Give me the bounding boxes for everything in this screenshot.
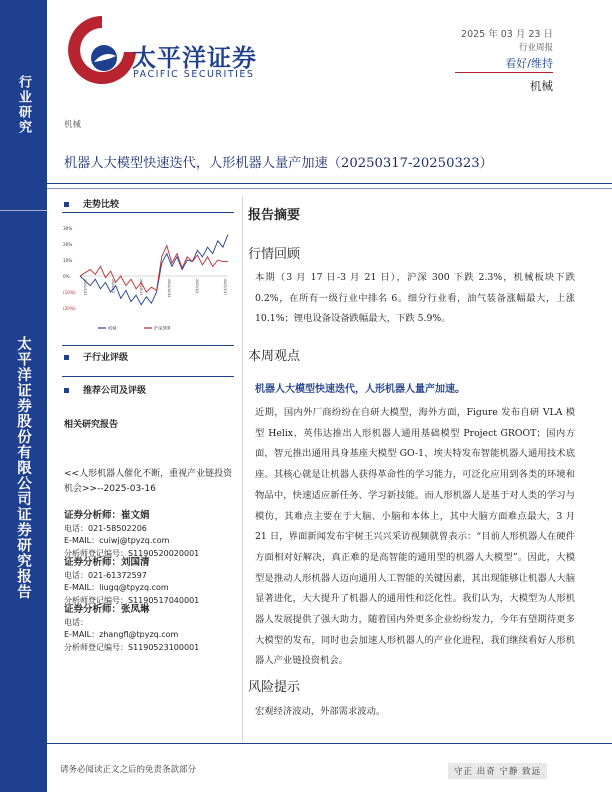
series-line [80,246,228,292]
left-sidebar [0,0,47,792]
risk-text: 宏观经济波动，外部需求波动。 [255,706,386,717]
title-rule-thin [47,188,612,189]
analyst-block: 证券分析师：崔文娟 电话：021-58502206 E-MAIL：cuiwj@tpyzq.com 分析师登记编号：S1190520020001 [64,510,200,558]
analyst-block: 证券分析师：张凤琳 电话： E-MAIL：zhangfl@tpyzq.com 分析师登记编号：S1190523100001 [64,604,200,652]
report-date: 2025 年 03 月 23 日 [461,29,553,40]
title-rule [47,183,612,184]
footer-motto: 守正 出奇 宁静 致远 [448,763,547,779]
header-divider [455,72,553,73]
brand-name-en: PACIFIC SECURITIES [133,69,255,80]
view-text: 近期，国内外厂商纷纷在自研大模型，海外方面，Figure 发布自研 VLA 模型 Helix、英伟达推出人形机器人通用基础模型 Project GROOT；国内方面，智元推出通用具身基座大模型 GO-1、埃夫特发布智能机器人通用技术底座。其核心就是让机器人获得革命性的学习能力，可泛化应用到各类的环境和物品中，快速适应新任务、学习新技能。而人形机器人是基于对人类的学习与模仿，其难点主要在于大脑、小脑和本体上，其中大脑方面难点最大，3 月 21 日，界面新闻发布宇树王兴兴采访视频就曾表示：“目前人形机器人在硬件方面相对好解决，真正难的是高智能的通用型的机器人大模型”。因此，大模型是推动人形机器人迈向通用人工智能的关键因素，其出现能够让机器人大脑显著进化，大大提升了机器人的通用性和泛化性。我们认为，大模型为人形机器人发展提供了强大助力，随着国内外更多企业纷纷发力，今年有望期待更多大模型的发布，同时也会加速人形机器人的产业化进程，我们继续看好人形机器人产业链投资机会。 [255,407,575,667]
x-tick-label: 2024/6/2 [111,279,115,294]
trend-section-title: 走势比较 [64,197,119,210]
section-rule [62,345,234,346]
pacific-logo-icon [64,12,140,88]
y-tick-label: (20%) [63,306,76,311]
brand-name-cn: 太平洋证券 [132,43,257,72]
sidebar-separator [0,210,47,211]
x-tick-label: 2024/10/24 [167,279,171,298]
x-tick-label: 2024/3/22 [83,279,87,296]
x-tick-label: 2025/3/17 [223,279,227,296]
report-title: 机器人大模型快速迭代，人形机器人量产加速（20250317-20250323） [64,156,493,171]
section-rule [62,212,234,213]
legend-label: 沪深300 [154,325,171,331]
related-report-link[interactable]: <<人形机器人催化不断，重视产业链投资机会>>--2025-03-16 [64,469,233,494]
view-title: 机器人大模型快速迭代，人形机器人量产加速。 [255,384,465,395]
risk-heading: 风险提示 [248,680,301,695]
review-text: 本期（3 月 17 日-3 月 21 日），沪深 300 下跌 2.3%，机械板块下跌 0.2%，在所有一级行业中排名 6。细分行业看，油气装备涨幅最大，上涨 10.1%；锂电设备设备跌幅最大，下跌 5.9%。 [255,272,575,325]
trend-chart [62,220,234,335]
y-tick-label: 30% [63,226,73,231]
rating: 看好/维持 [505,57,553,70]
column-divider [242,196,243,742]
summary-heading: 报告摘要 [248,208,301,223]
bullet-square-icon [64,202,69,207]
section-rule [62,376,234,377]
x-tick-label: 2024/8/13 [139,279,143,296]
sidebar-top-label: 行业研究 [16,75,31,135]
x-tick-label: 2025/1/4 [195,279,199,294]
sub-rating-title: 子行业评级 [64,350,128,363]
y-tick-label: 0% [63,274,70,279]
sidebar-bottom-label: 太平洋证券股份有限公司证券研究报告 [15,336,32,600]
bullet-square-icon [64,388,69,393]
footer-rule [47,743,612,744]
review-heading: 行情回顾 [248,247,301,262]
y-tick-label: (10%) [63,290,76,295]
y-tick-label: 10% [63,258,73,263]
footer-disclaimer: 请务必阅读正文之后的免责条款部分 [60,765,197,775]
bullet-square-icon [64,355,69,360]
y-tick-label: 20% [63,242,73,247]
industry-label: 机械 [530,79,553,93]
legend-label: 机械 [108,325,117,331]
report-type: 行业周报 [518,43,553,53]
view-heading: 本周观点 [248,349,301,364]
category-tag: 机械 [64,120,82,130]
related-title: 相关研究报告 [64,420,119,430]
analyst-block: 证券分析师：刘国清 电话：021-61372597 E-MAIL：liugq@tpyzq.com 分析师登记编号：S1190517040001 [64,557,200,605]
stocks-title: 推荐公司及评级 [64,383,146,396]
